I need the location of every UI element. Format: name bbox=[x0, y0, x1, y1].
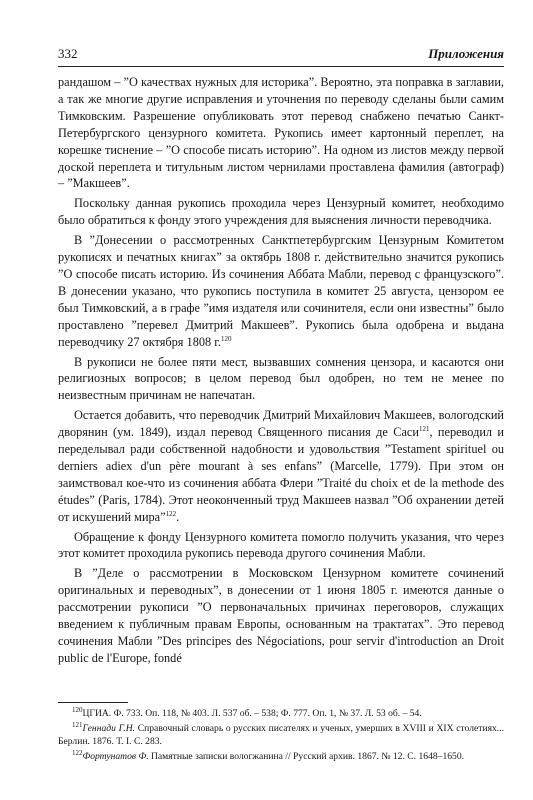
footnote-mark: 122 bbox=[72, 748, 83, 757]
running-head: Приложения bbox=[428, 46, 504, 61]
paragraph: Поскольку данная рукопись проходила через Цензурный комитет, необходимо было обратиться к фонду этого учреждения для выяснения личности переводчика. bbox=[58, 196, 504, 228]
footnote-ref: 121 bbox=[418, 425, 430, 434]
footnotes bbox=[58, 707, 504, 764]
footnote-rule bbox=[58, 702, 128, 703]
footnote-mark: 121 bbox=[72, 720, 83, 729]
page-number: 332 bbox=[58, 46, 78, 61]
paragraph: Остается добавить, что переводчик Дмитрий Михайлович Макшеев, вологодский дворянин (ум. 1849), издал перевод Священного писания де Саси$^{121}$, переводил и переделывал ради собственной надобности и удовольствия ”Testament spirituel ou derniers adiex d'un père mourant à ses enfans” (Marcelle, 1779). При этом он заимствовал кое-что из сочинения аббата Флери ”Traité du choix et de la methode des études” (Paris, 1784). Этот неоконченный труд Макшеев назвал ”Об охранении детей от искушений мира”$^{122}$. bbox=[58, 408, 504, 524]
paragraph: В ”Донесении о рассмотренных Санктпетербургским Цензурным Комитетом рукописях и печатных книгах” за октябрь 1808 г. действительно значится рукопись ”О способе писать историю. Из сочинения Аббата Мабли, перевод с французского”. В донесении указано, что рукопись поступила в комитет 25 августа, цензором ее был Тимковский, а в графе ”имя издателя или сочинителя, если они известны” было проставлено ”перевел Дмитрий Макшеев”. Рукопись была одобрена и выдана переводчику 27 октября 1808 г.$^{120}$ bbox=[58, 233, 504, 349]
footnote-author: Геннади Г.Н. bbox=[82, 722, 136, 734]
header-rule bbox=[58, 66, 504, 67]
paragraph: рандашом – ”О качествах нужных для историка”. Вероятно, эта поправка в заглавии, а так же многие другие исправления и уточнения по переводу сделаны были самим Тимковским. Разрешение опубликовать этот перевод снабжено печатью Санкт-Петербургского цензурного комитета. Рукопись имеет картонный переплет, на корешке тиснение – ”О способе писать историю”. На одном из листов между первой доской переплета и титульным листом чернилами проставлена фамилия (автограф) – ”Макшеев”. bbox=[58, 75, 504, 191]
page-header bbox=[58, 45, 504, 65]
footnote: $^{122}$Фортунатов Ф. Памятные записки вологжанина // Русский архив. 1867. № 12. С. 1648–1650. bbox=[72, 748, 465, 762]
paragraph: Обращение к фонду Цензурного комитета помогло получить указания, что через этот комитет проходила рукопись перевода другого сочинения Мабли. bbox=[58, 529, 504, 561]
footnote: $^{120}$ЦГИА. Ф. 733. Оп. 118, № 403. Л. 537 об. – 538; Ф. 777. Оп. 1, № 37. Л. 53 об. – 54. bbox=[72, 705, 422, 719]
paragraph: В рукописи не более пяти мест, вызвавших сомнения цензора, и касаются они религиозных вопросов; в целом перевод был одобрен, но тем не менее по неизвестным причинам не напечатан. bbox=[58, 354, 504, 403]
footnote: $^{121}$Геннади Г.Н. Справочный словарь о русских писателях и ученых, умерших в XVIII и XIX столетиях... Берлин. 1876. Т. I. С. 283. bbox=[58, 720, 504, 747]
footnote-author: Фортунатов Ф. bbox=[82, 750, 149, 762]
footnote-ref: 120 bbox=[220, 334, 232, 343]
body-text bbox=[58, 74, 504, 670]
paragraph: В ”Деле о рассмотрении в Московском Цензурном комитете сочинений оригинальных и переводных”, в донесении от 1 июня 1805 г. имеются данные о рассмотрении рукописи ”О первоначальных причинах переговоров, служащих введением к публичным правам Европы, основанным на трактатах”. Это перевод сочинения Мабли ”Des principes des Négociations, pour servir d'introduction an Droit public de l'Europe, fondé bbox=[58, 566, 504, 665]
footnote-mark: 120 bbox=[72, 705, 83, 714]
footnote-ref: 122 bbox=[165, 509, 177, 518]
